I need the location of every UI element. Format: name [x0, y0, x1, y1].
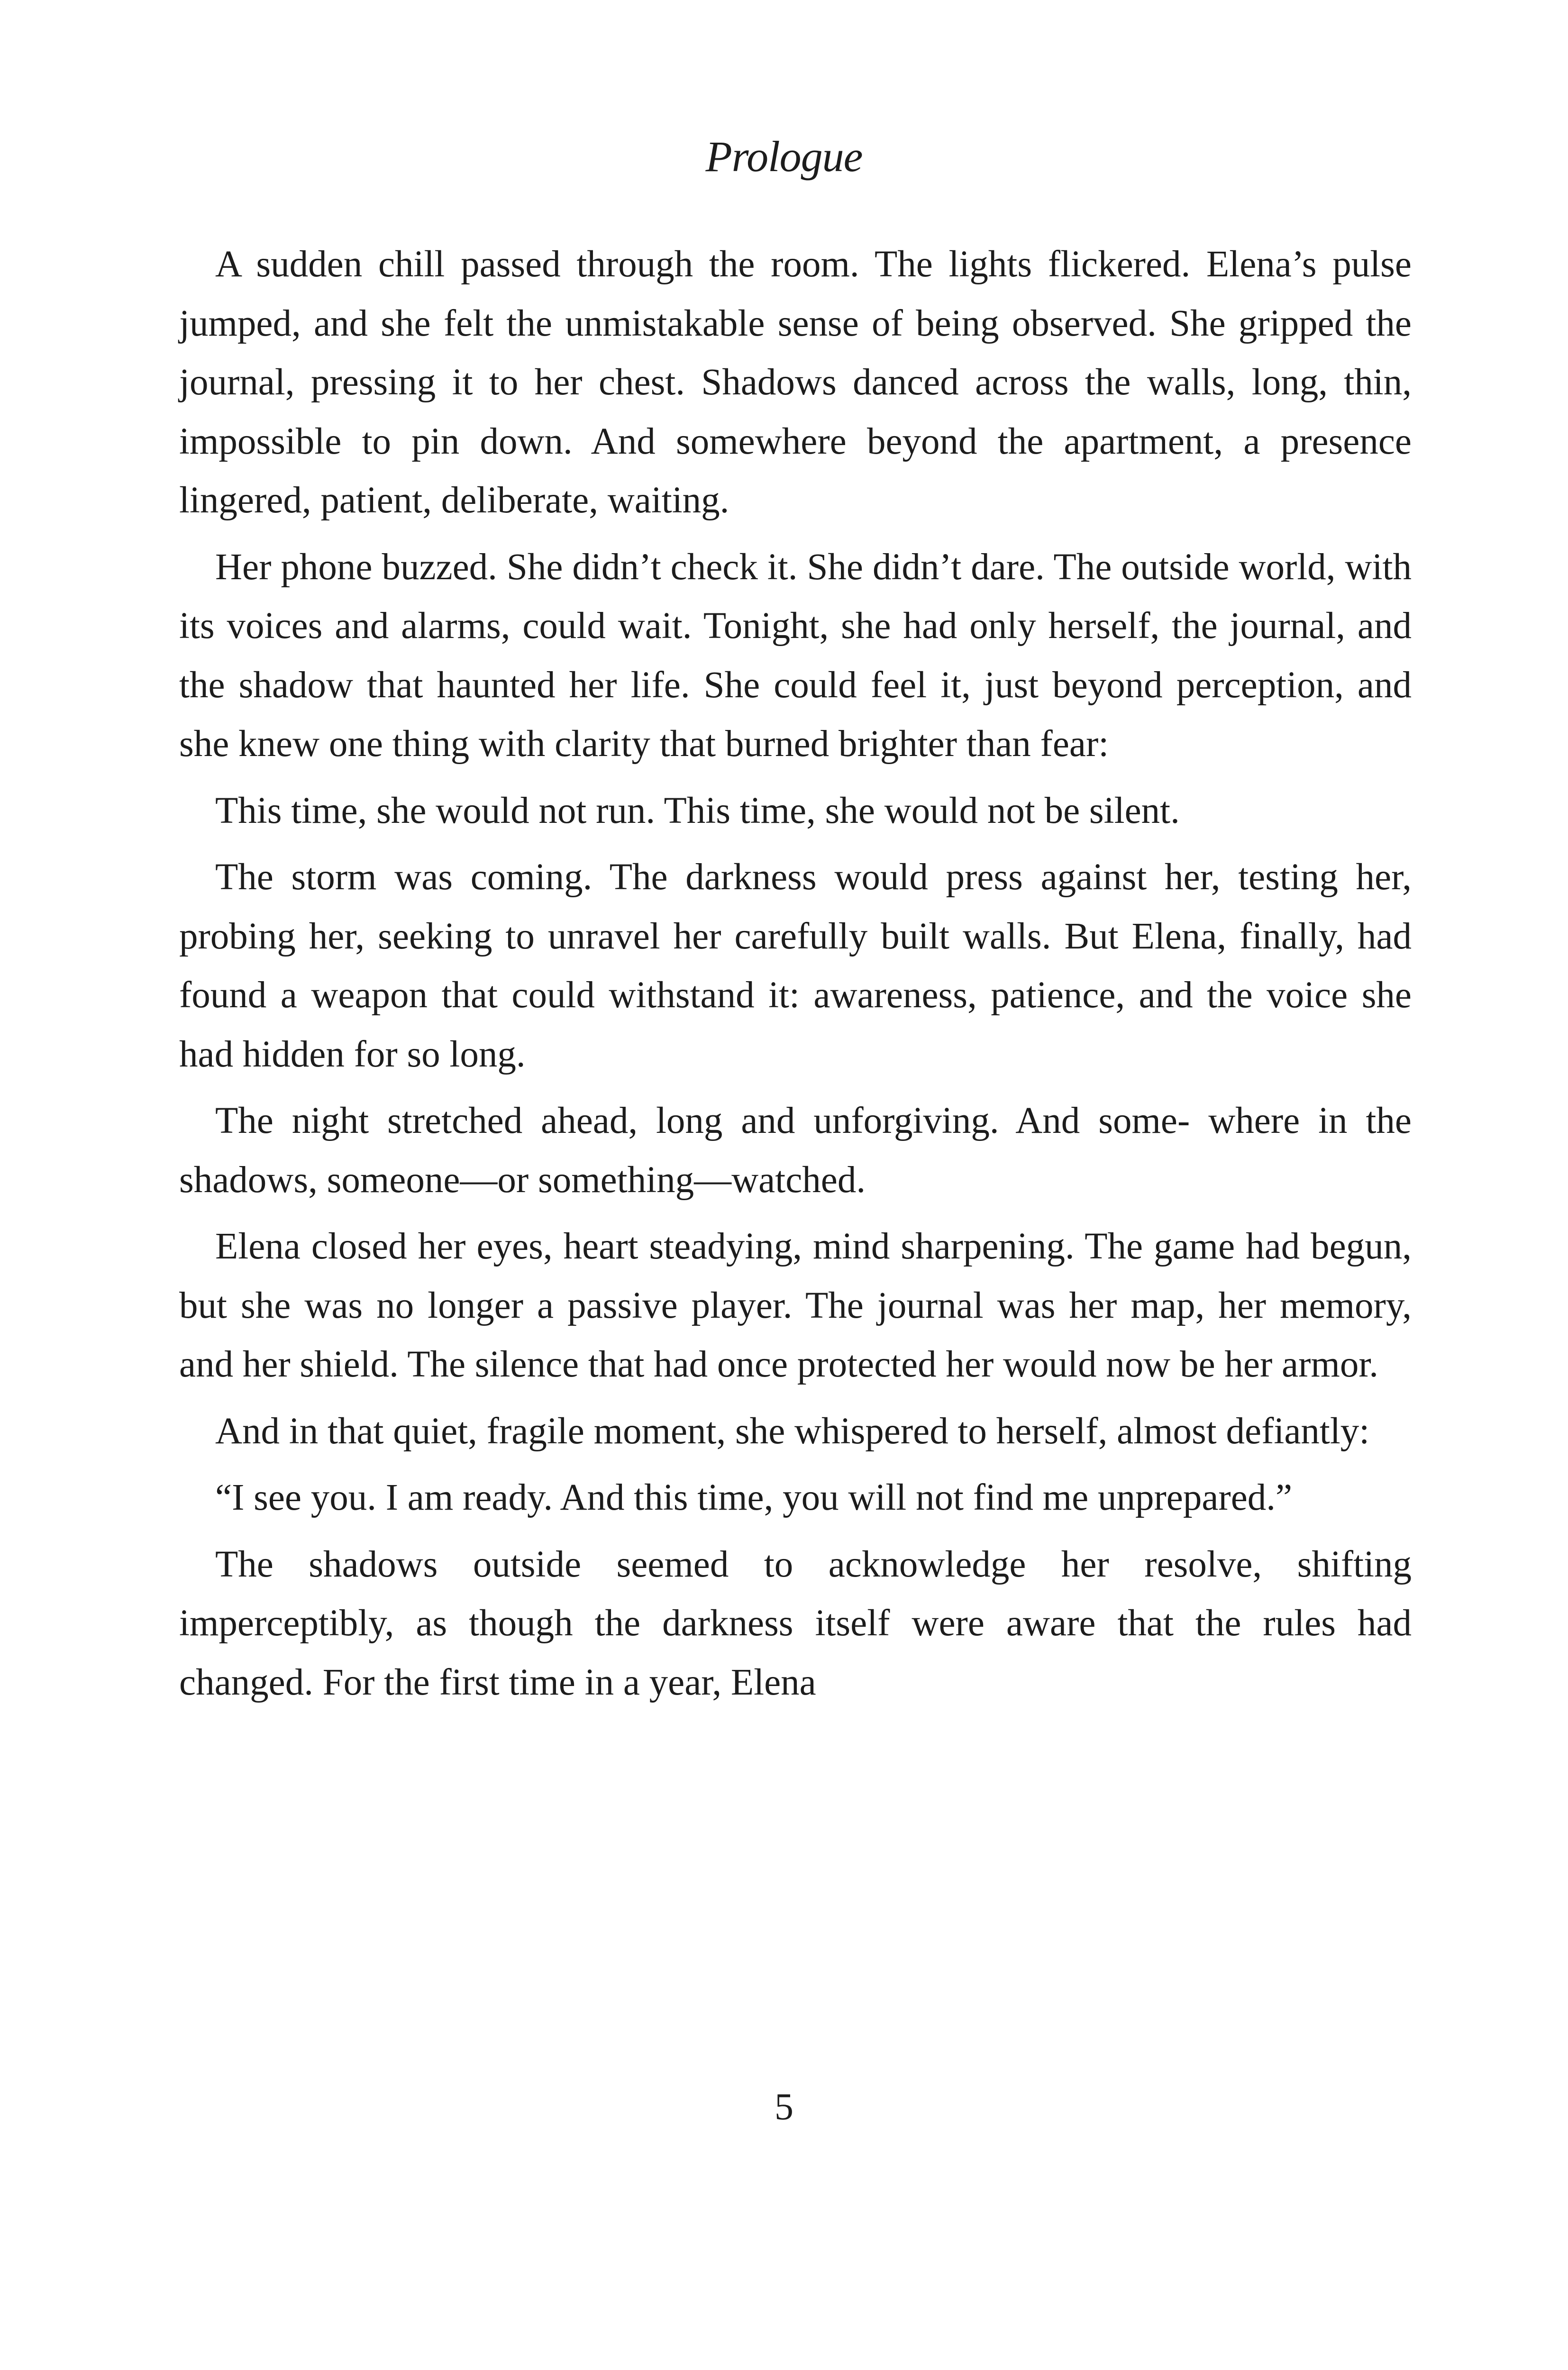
- paragraph: The night stretched ahead, long and unforgiving. And some- where in the shadows, someone—or something—watched.: [179, 1100, 1412, 1201]
- paragraph: This time, she would not run. This time, she would not be silent.: [215, 790, 1180, 831]
- paragraph: Elena closed her eyes, heart steadying, mind sharpening. The game had begun, but she was no longer a passive player. The journal was her map, her memory, and her shield. The silence that had once protected her would now be her armor.: [179, 1226, 1412, 1385]
- paragraph: Her phone buzzed. She didn’t check it. She didn’t dare. The outside world, with its voices and alarms, could wait. Tonight, she had only herself, the journal, and the shadow that haunted her life. She could feel it, just beyond perception, and she knew one thing with clarity that burned brighter than fear:: [179, 546, 1412, 765]
- page-number: 5: [775, 2086, 793, 2128]
- paragraph: And in that quiet, fragile moment, she whispered to herself, almost defiantly:: [215, 1410, 1370, 1452]
- paragraph: “I see you. I am ready. And this time, you will not find me unprepared.”: [215, 1477, 1293, 1518]
- paragraph: The shadows outside seemed to acknowledge her resolve, shifting imperceptibly, as though the darkness itself were aware that the rules had changed. For the first time in a year, Elena: [179, 1543, 1412, 1703]
- paragraph: The storm was coming. The darkness would press against her, testing her, probing her, seeking to unravel her carefully built walls. But Elena, finally, had found a weapon that could withstand it: awareness, patience, and the voice she had hidden for so long.: [179, 857, 1412, 1075]
- chapter-title: Prologue: [705, 132, 863, 181]
- paragraph: A sudden chill passed through the room. The lights flickered. Elena’s pulse jumped, and she felt the unmistakable sense of being observed. She gripped the journal, pressing it to her chest. Shadows danced across the walls, long, thin, impossible to pin down. And somewhere beyond the apartment, a presence lingered, patient, deliberate, waiting.: [179, 244, 1412, 521]
- body-text: [179, 235, 1412, 1720]
